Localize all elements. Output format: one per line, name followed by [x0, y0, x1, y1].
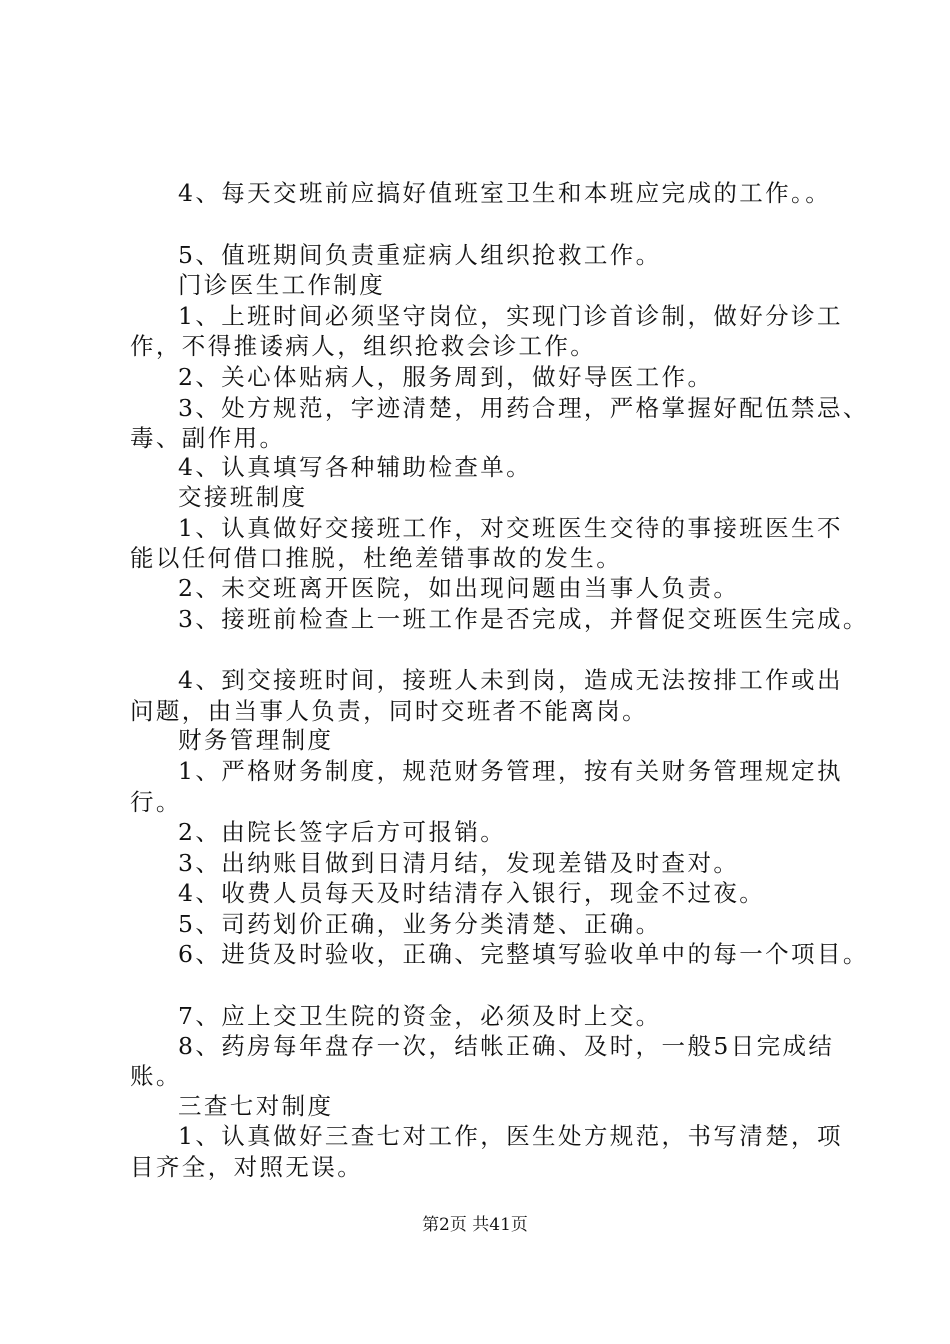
paragraph-line: 6、进货及时验收，正确、完整填写验收单中的每一个项目。: [178, 940, 869, 968]
paragraph-line: 目齐全，对照无误。: [130, 1153, 364, 1181]
paragraph-line: 1、认真做好交接班工作，对交班医生交待的事接班医生不: [178, 514, 843, 542]
paragraph-line: 5、司药划价正确，业务分类清楚、正确。: [178, 910, 662, 938]
paragraph-line: 2、未交班离开医院，如出现问题由当事人负责。: [178, 574, 740, 602]
section-heading: 门诊医生工作制度: [178, 271, 386, 299]
section-heading: 三查七对制度: [178, 1092, 334, 1120]
page-footer: 第2页 共41页: [422, 1215, 528, 1235]
paragraph-line: 7、应上交卫生院的资金，必须及时上交。: [178, 1002, 662, 1030]
paragraph-line: 8、药房每年盘存一次，结帐正确、及时，一般5日完成结: [178, 1032, 835, 1060]
paragraph-line: 2、由院长签字后方可报销。: [178, 818, 507, 846]
paragraph-line: 4、每天交班前应搞好值班室卫生和本班应完成的工作。。: [178, 179, 832, 207]
section-heading: 交接班制度: [178, 483, 308, 511]
paragraph-line: 1、严格财务制度，规范财务管理，按有关财务管理规定执: [178, 757, 843, 785]
paragraph-line: 5、值班期间负责重症病人组织抢救工作。: [178, 241, 662, 269]
paragraph-line: 1、认真做好三查七对工作，医生处方规范，书写清楚，项: [178, 1122, 843, 1150]
section-heading: 财务管理制度: [178, 726, 334, 754]
paragraph-line: 2、关心体贴病人，服务周到，做好导医工作。: [178, 363, 714, 391]
paragraph-line: 账。: [130, 1062, 182, 1090]
paragraph-line: 3、出纳账目做到日清月结，发现差错及时查对。: [178, 849, 740, 877]
paragraph-line: 3、处方规范，字迹清楚，用药合理，严格掌握好配伍禁忌、: [178, 394, 869, 422]
paragraph-line: 行。: [130, 788, 182, 816]
paragraph-line: 1、上班时间必须坚守岗位，实现门诊首诊制，做好分诊工: [178, 302, 843, 330]
paragraph-line: 毒、副作用。: [130, 424, 286, 452]
paragraph-line: 能以任何借口推脱，杜绝差错事故的发生。: [130, 544, 623, 572]
paragraph-line: 4、认真填写各种辅助检查单。: [178, 453, 533, 481]
paragraph-line: 问题，由当事人负责，同时交班者不能离岗。: [130, 697, 648, 725]
paragraph-line: 作，不得推诿病人，组织抢救会诊工作。: [130, 332, 597, 360]
paragraph-line: 3、接班前检查上一班工作是否完成，并督促交班医生完成。: [178, 605, 869, 633]
paragraph-line: 4、到交接班时间，接班人未到岗，造成无法按排工作或出: [178, 666, 843, 694]
paragraph-line: 4、收费人员每天及时结清存入银行，现金不过夜。: [178, 879, 766, 907]
